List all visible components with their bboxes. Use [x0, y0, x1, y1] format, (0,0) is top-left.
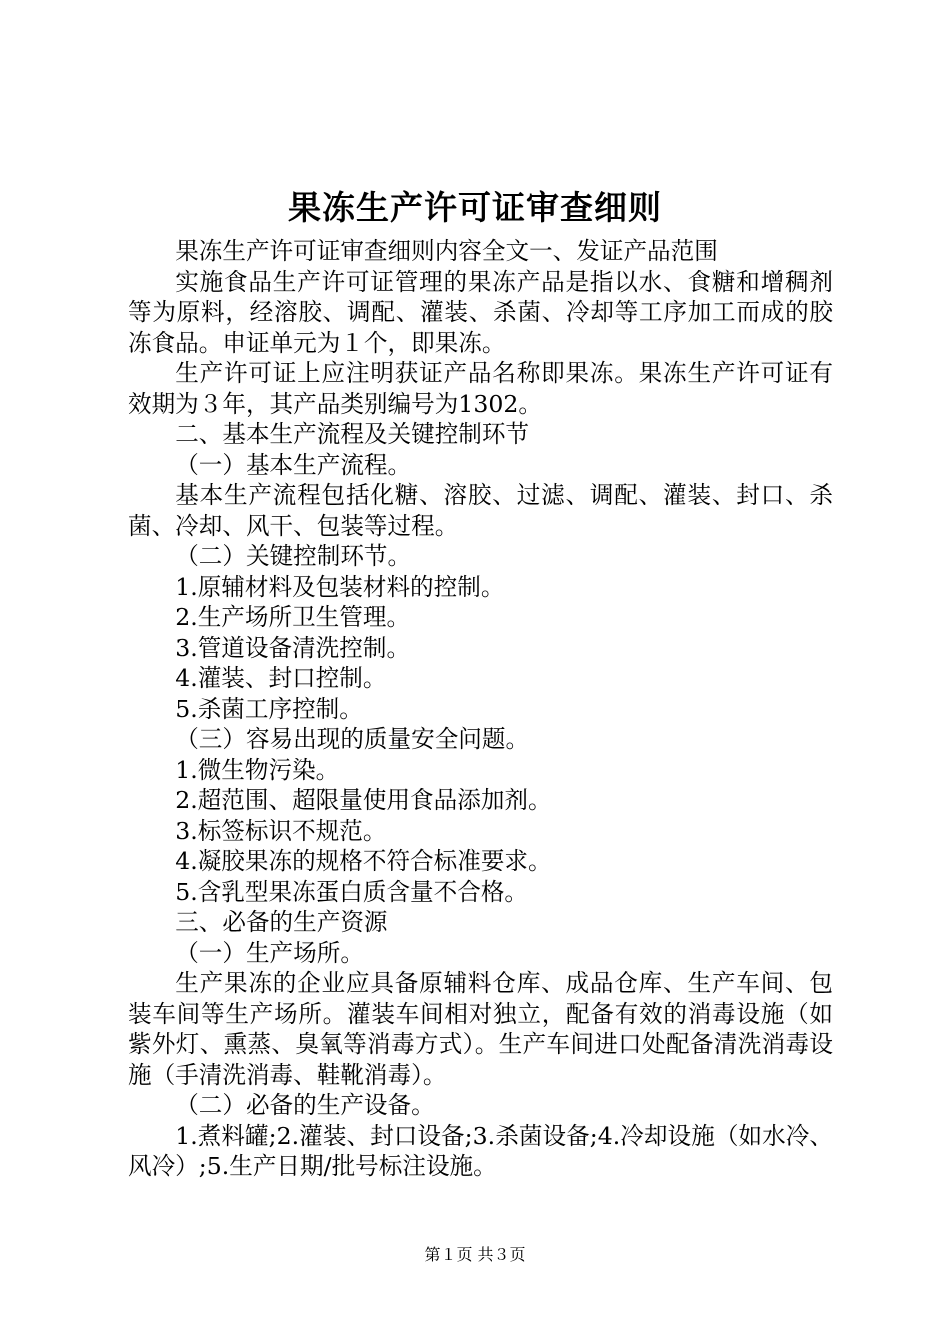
paragraph: 实施食品生产许可证管理的果冻产品是指以水、食糖和增稠剂等为原料，经溶胶、调配、灌装、杀菌、冷却等工序加工而成的胶冻食品。申证单元为１个，即果冻。 — [128, 267, 833, 357]
list-item: 1.原辅材料及包装材料的控制。 — [175, 572, 505, 601]
list-item: 4.凝胶果冻的规格不符合标准要求。 — [175, 847, 552, 875]
list-item: 5.含乳型果冻蛋白质含量不合格。 — [175, 877, 529, 906]
document-body — [128, 236, 833, 1182]
list-item: 5.杀菌工序控制。 — [175, 694, 363, 723]
list-item: 4.灌装、封口控制。 — [175, 664, 387, 692]
document-title: 果冻生产许可证审查细则 — [288, 188, 662, 227]
page-footer: 第１页 共３页 — [424, 1245, 526, 1264]
subsection-heading: （三）容易出现的质量安全问题。 — [175, 725, 530, 753]
section-heading: 三、必备的生产资源 — [175, 908, 388, 936]
subsection-heading: （二）必备的生产设备。 — [175, 1091, 435, 1119]
list-item: 1.微生物污染。 — [175, 755, 340, 784]
list-item: 2.生产场所卫生管理。 — [175, 603, 411, 631]
subsection-heading: （一）基本生产流程。 — [175, 450, 412, 479]
paragraph: 果冻生产许可证审查细则内容全文一、发证产品范围 — [175, 237, 718, 265]
paragraph: 生产果冻的企业应具备原辅料仓库、成品仓库、生产车间、包装车间等生产场所。灌装车间相对独立，配备有效的消毒设施（如紫外灯、熏蒸、臭氧等消毒方式）。生产车间进口处配备清洗消毒设施（手清洗消毒、鞋靴消毒）。 — [128, 969, 833, 1089]
list-item: 3.管道设备清洗控制。 — [175, 633, 411, 662]
paragraph: 生产许可证上应注明获证产品名称即果冻。果冻生产许可证有效期为３年，其产品类别编号为1302。 — [128, 359, 833, 418]
paragraph: 1.煮料罐;2.灌装、封口设备;3.杀菌设备;4.冷却设施（如水冷、风冷）;5.生产日期/批号标注设施。 — [128, 1121, 833, 1180]
section-heading: 二、基本生产流程及关键控制环节 — [175, 420, 530, 448]
paragraph: 基本生产流程包括化糖、溶胶、过滤、调配、灌装、封口、杀菌、冷却、风干、包装等过程。 — [128, 481, 833, 540]
subsection-heading: （一）生产场所。 — [175, 938, 364, 967]
subsection-heading: （二）关键控制环节。 — [175, 542, 412, 570]
list-item: 2.超范围、超限量使用食品添加剂。 — [175, 786, 552, 814]
list-item: 3.标签标识不规范。 — [175, 816, 387, 845]
